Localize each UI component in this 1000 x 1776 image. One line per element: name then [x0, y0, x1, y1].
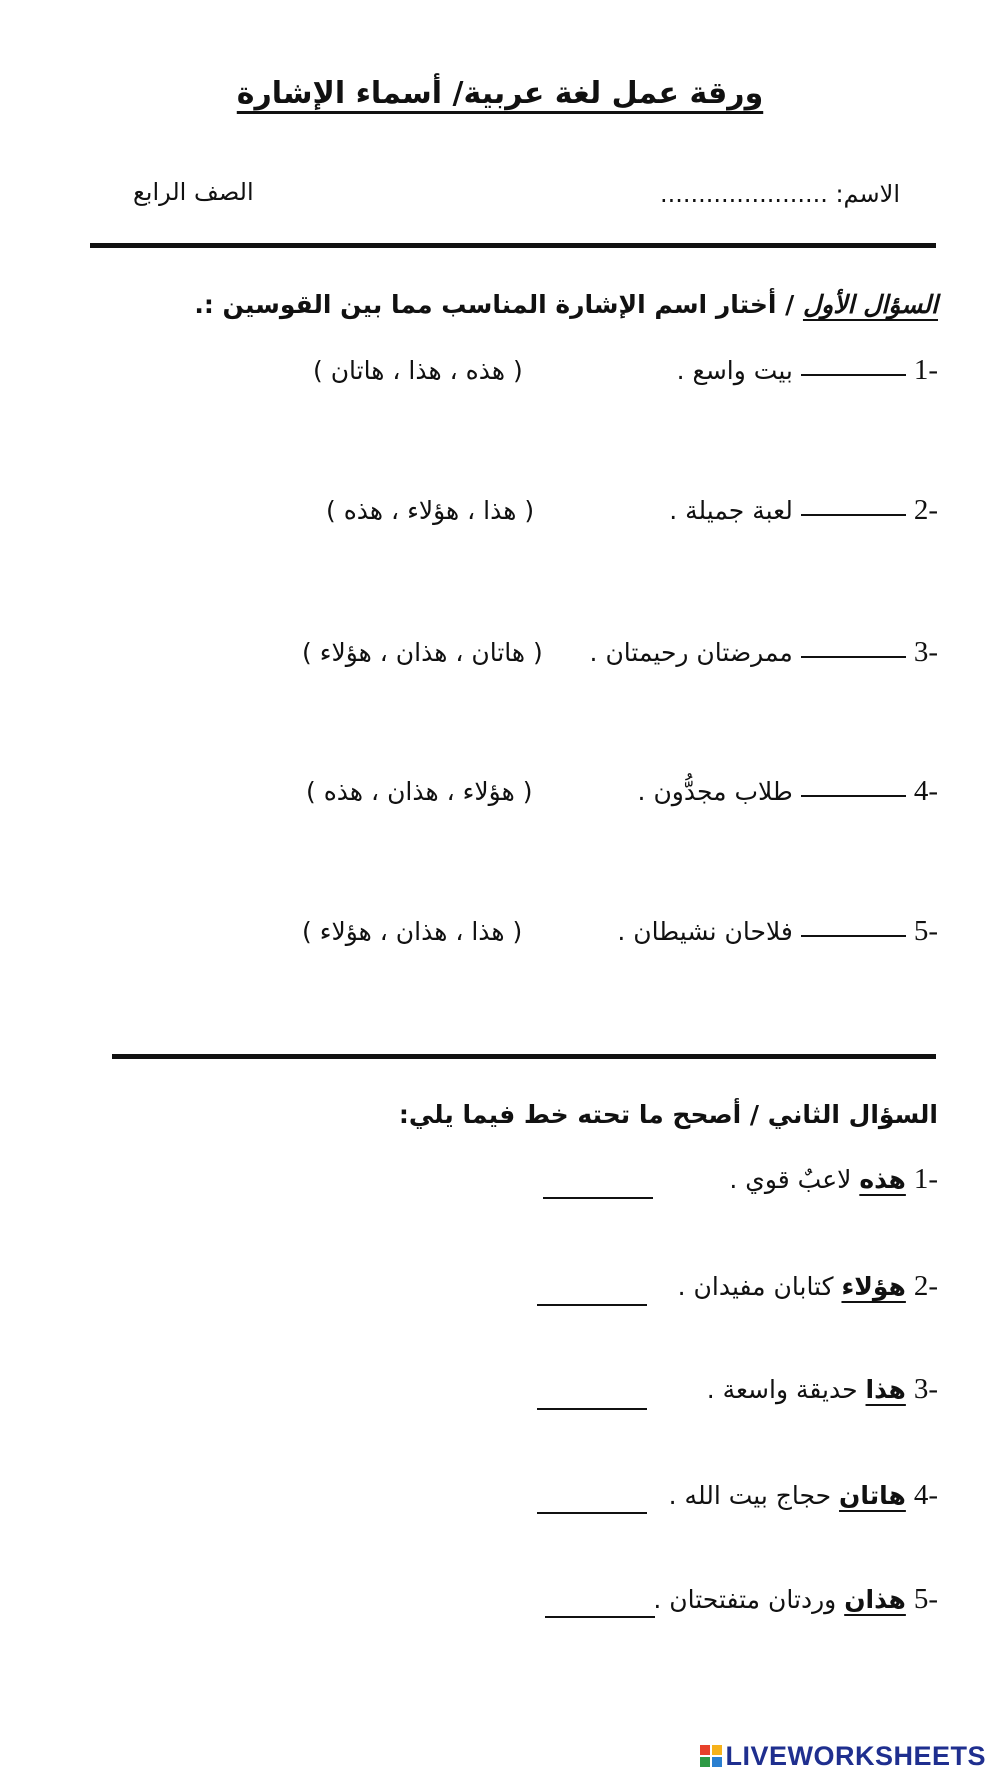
name-field: الاسم: ...................... — [660, 180, 900, 208]
q2-item-number: 2- — [913, 1270, 938, 1302]
q1-instruction: أختار اسم الإشارة المناسب مما بين القوسين :. — [194, 290, 777, 319]
q1-item-text: بيت واسع . — [676, 356, 793, 385]
q1-item — [617, 915, 938, 948]
q1-item-options: ( هؤلاء ، هذان ، هذه ) — [306, 777, 533, 806]
q1-item — [677, 354, 938, 387]
q1-item-blank[interactable] — [801, 929, 906, 937]
q1-item — [590, 636, 938, 669]
q2-item-text: وردتان متفتحتان . — [653, 1585, 837, 1614]
q1-item-blank[interactable] — [801, 368, 906, 376]
q1-item-number: 4- — [913, 775, 938, 807]
header-divider — [90, 243, 936, 248]
grade-label: الصف الرابع — [133, 178, 254, 206]
section-divider — [112, 1054, 936, 1059]
q2-answer-blank[interactable] — [537, 1512, 647, 1514]
q1-item-text: ممرضتان رحيمتان . — [589, 638, 793, 667]
q2-answer-blank[interactable] — [537, 1408, 647, 1410]
q1-item-text: طلاب مجدُّون . — [637, 777, 793, 806]
q1-item — [669, 494, 938, 527]
q2-item-underlined-word: هذا — [865, 1375, 906, 1404]
q1-item-blank[interactable] — [801, 789, 906, 797]
q1-item-text: لعبة جميلة . — [669, 496, 793, 525]
page-title — [0, 76, 1000, 111]
page-title-text: ورقة عمل لغة عربية/ أسماء الإشارة — [236, 76, 764, 111]
q1-item-number: 2- — [913, 494, 938, 526]
q1-item-options: ( هذه ، هذا ، هاتان ) — [313, 356, 523, 385]
q1-heading — [194, 290, 938, 319]
q1-item-text: فلاحان نشيطان . — [617, 917, 793, 946]
q1-item-options: ( هذا ، هذان ، هؤلاء ) — [302, 917, 523, 946]
q2-item-number: 4- — [913, 1479, 938, 1511]
q2-item — [669, 1479, 938, 1512]
q2-item-text: حديقة واسعة . — [706, 1375, 858, 1404]
q1-item-number: 1- — [913, 354, 938, 386]
q1-item-blank[interactable] — [801, 508, 906, 516]
q2-heading: السؤال الثاني / أصحح ما تحته خط فيما يلي: — [398, 1100, 938, 1129]
liveworksheets-logo-icon — [700, 1745, 722, 1767]
liveworksheets-wordmark: LIVEWORKSHEETS — [725, 1741, 986, 1771]
q1-item-options: ( هذا ، هؤلاء ، هذه ) — [326, 496, 535, 525]
q2-item-number: 5- — [913, 1583, 938, 1615]
q1-item — [638, 775, 938, 808]
q2-item — [729, 1163, 938, 1196]
q2-item-text: كتابان مفيدان . — [677, 1272, 834, 1301]
q1-separator: / — [776, 290, 803, 319]
q1-item-blank[interactable] — [801, 650, 906, 658]
q1-item-number: 5- — [913, 915, 938, 947]
q2-item-underlined-word: هاتان — [839, 1481, 906, 1510]
q2-item-number: 1- — [913, 1163, 938, 1195]
q1-label: السؤال الأول — [802, 290, 938, 319]
q2-item — [678, 1270, 938, 1303]
q2-item — [653, 1583, 938, 1616]
q2-item-text: حجاج بيت الله . — [668, 1481, 832, 1510]
q2-item-underlined-word: هذان — [844, 1585, 906, 1614]
q1-item-options: ( هاتان ، هذان ، هؤلاء ) — [302, 638, 543, 667]
q2-item-underlined-word: هذه — [859, 1165, 906, 1194]
q2-answer-blank[interactable] — [537, 1304, 647, 1306]
q2-answer-blank[interactable] — [545, 1616, 655, 1618]
q2-item-text: لاعبٌ قوي . — [729, 1165, 852, 1194]
q2-item-number: 3- — [913, 1373, 938, 1405]
q2-answer-blank[interactable] — [543, 1197, 653, 1199]
liveworksheets-brand — [700, 1741, 986, 1772]
q2-item-underlined-word: هؤلاء — [841, 1272, 906, 1301]
q2-item — [707, 1373, 938, 1406]
q1-item-number: 3- — [913, 636, 938, 668]
